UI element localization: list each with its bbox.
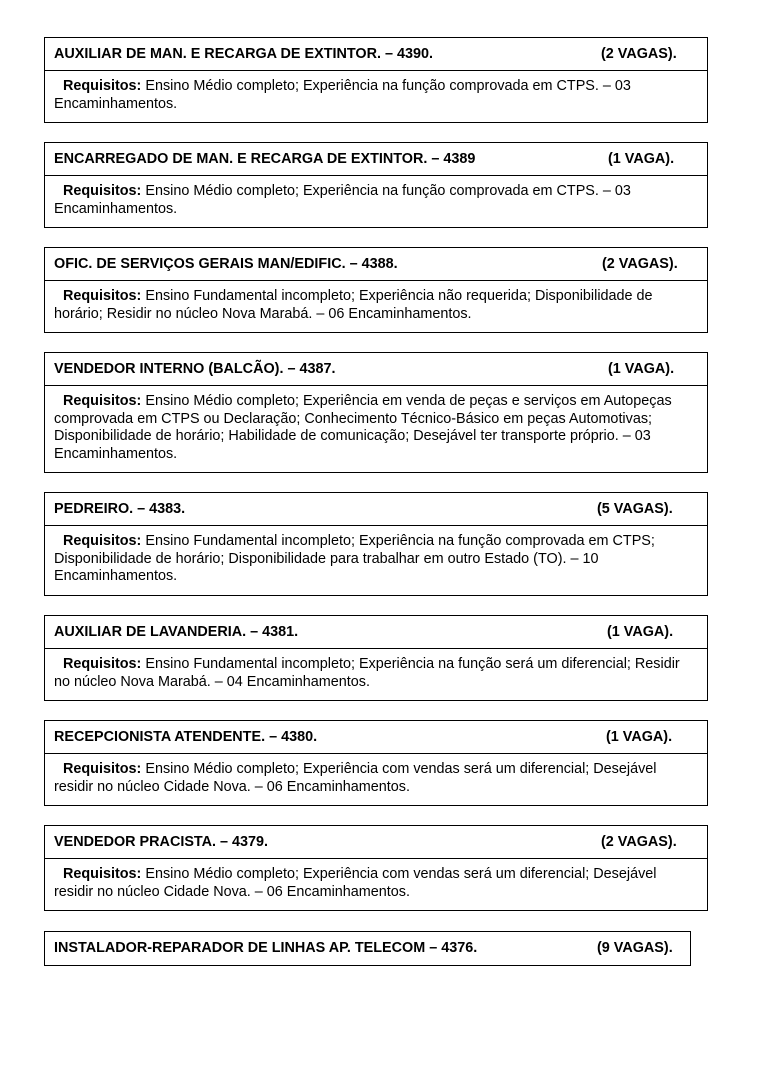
job-vacancies: (9 VAGAS). — [597, 940, 673, 956]
job-card — [44, 37, 708, 123]
job-header — [45, 616, 707, 648]
job-header — [45, 353, 707, 385]
job-title: AUXILIAR DE LAVANDERIA. – 4381. — [54, 624, 299, 640]
job-card — [44, 247, 708, 333]
job-requirements — [45, 70, 707, 121]
job-vacancies: (1 VAGA). — [606, 729, 673, 745]
job-header — [45, 38, 707, 70]
requirements-label: Requisitos: — [63, 656, 142, 672]
job-vacancies: (2 VAGAS). — [601, 834, 677, 850]
requirements-label: Requisitos: — [63, 183, 142, 199]
job-vacancies: (2 VAGAS). — [601, 46, 677, 62]
job-title: VENDEDOR INTERNO (BALCÃO). – 4387. — [54, 361, 336, 377]
job-requirements — [45, 753, 707, 804]
job-card — [44, 615, 708, 701]
requirements-label: Requisitos: — [63, 761, 142, 777]
job-requirements — [45, 525, 707, 594]
job-title: RECEPCIONISTA ATENDENTE. – 4380. — [54, 729, 318, 745]
job-card — [44, 825, 708, 911]
requirements-text: Ensino Médio completo; Experiência em venda de peças e serviços em Autopeças comprovada em CTPS ou Declaração; Conhecimento Técnico-Básico em peças Automotivas; Disponibilidade de horário; Habilidade de comunicação; Desejável ter transporte próprio. – 03 Encaminhamentos. — [54, 393, 672, 462]
job-card — [44, 492, 708, 596]
requirements-text: Ensino Fundamental incompleto; Experiência na função será um diferencial; Residir no núcleo Nova Marabá. – 04 Encaminhamentos. — [54, 656, 680, 690]
job-header — [45, 932, 690, 965]
job-requirements — [45, 385, 707, 471]
job-requirements — [45, 858, 707, 909]
requirements-text: Ensino Médio completo; Experiência na função comprovada em CTPS. – 03 Encaminhamentos. — [54, 78, 631, 112]
requirements-text: Ensino Médio completo; Experiência com vendas será um diferencial; Desejável residir no núcleo Cidade Nova. – 06 Encaminhamentos. — [54, 761, 657, 795]
requirements-label: Requisitos: — [63, 78, 142, 94]
job-title: OFIC. DE SERVIÇOS GERAIS MAN/EDIFIC. – 4388. — [54, 256, 398, 272]
job-title: VENDEDOR PRACISTA. – 4379. — [54, 834, 269, 850]
job-vacancies: (1 VAGA). — [608, 361, 675, 377]
job-title: ENCARREGADO DE MAN. E RECARGA DE EXTINTOR. – 4389 — [54, 151, 476, 167]
job-title: AUXILIAR DE MAN. E RECARGA DE EXTINTOR. – 4390. — [54, 46, 434, 62]
job-card — [44, 352, 708, 473]
job-vacancies: (2 VAGAS). — [602, 256, 678, 272]
job-header — [45, 248, 707, 280]
requirements-text: Ensino Médio completo; Experiência com vendas será um diferencial; Desejável residir no núcleo Cidade Nova. – 06 Encaminhamentos. — [54, 866, 657, 900]
job-title: INSTALADOR-REPARADOR DE LINHAS AP. TELECOM – 4376. — [54, 940, 478, 956]
requirements-text: Ensino Médio completo; Experiência na função comprovada em CTPS. – 03 Encaminhamentos. — [54, 183, 631, 217]
requirements-label: Requisitos: — [63, 533, 142, 549]
job-header — [45, 143, 707, 175]
job-header — [45, 493, 707, 525]
job-header — [45, 721, 707, 753]
requirements-label: Requisitos: — [63, 288, 142, 304]
job-card — [44, 142, 708, 228]
job-vacancies: (1 VAGA). — [608, 151, 675, 167]
job-requirements — [45, 280, 707, 331]
job-requirements — [45, 175, 707, 226]
job-header — [45, 826, 707, 858]
job-requirements — [45, 648, 707, 699]
requirements-text: Ensino Fundamental incompleto; Experiência na função comprovada em CTPS; Disponibilidade de horário; Disponibilidade para trabalhar em outro Estado (TO). – 10 Encaminhamentos. — [54, 533, 655, 584]
requirements-label: Requisitos: — [63, 866, 142, 882]
job-card — [44, 720, 708, 806]
job-card — [44, 931, 691, 966]
requirements-text: Ensino Fundamental incompleto; Experiência não requerida; Disponibilidade de horário; Residir no núcleo Nova Marabá. – 06 Encaminhamentos. — [54, 288, 653, 322]
job-title: PEDREIRO. – 4383. — [54, 501, 186, 517]
requirements-label: Requisitos: — [63, 393, 142, 409]
job-vacancies: (5 VAGAS). — [597, 501, 673, 517]
job-vacancies: (1 VAGA). — [607, 624, 674, 640]
